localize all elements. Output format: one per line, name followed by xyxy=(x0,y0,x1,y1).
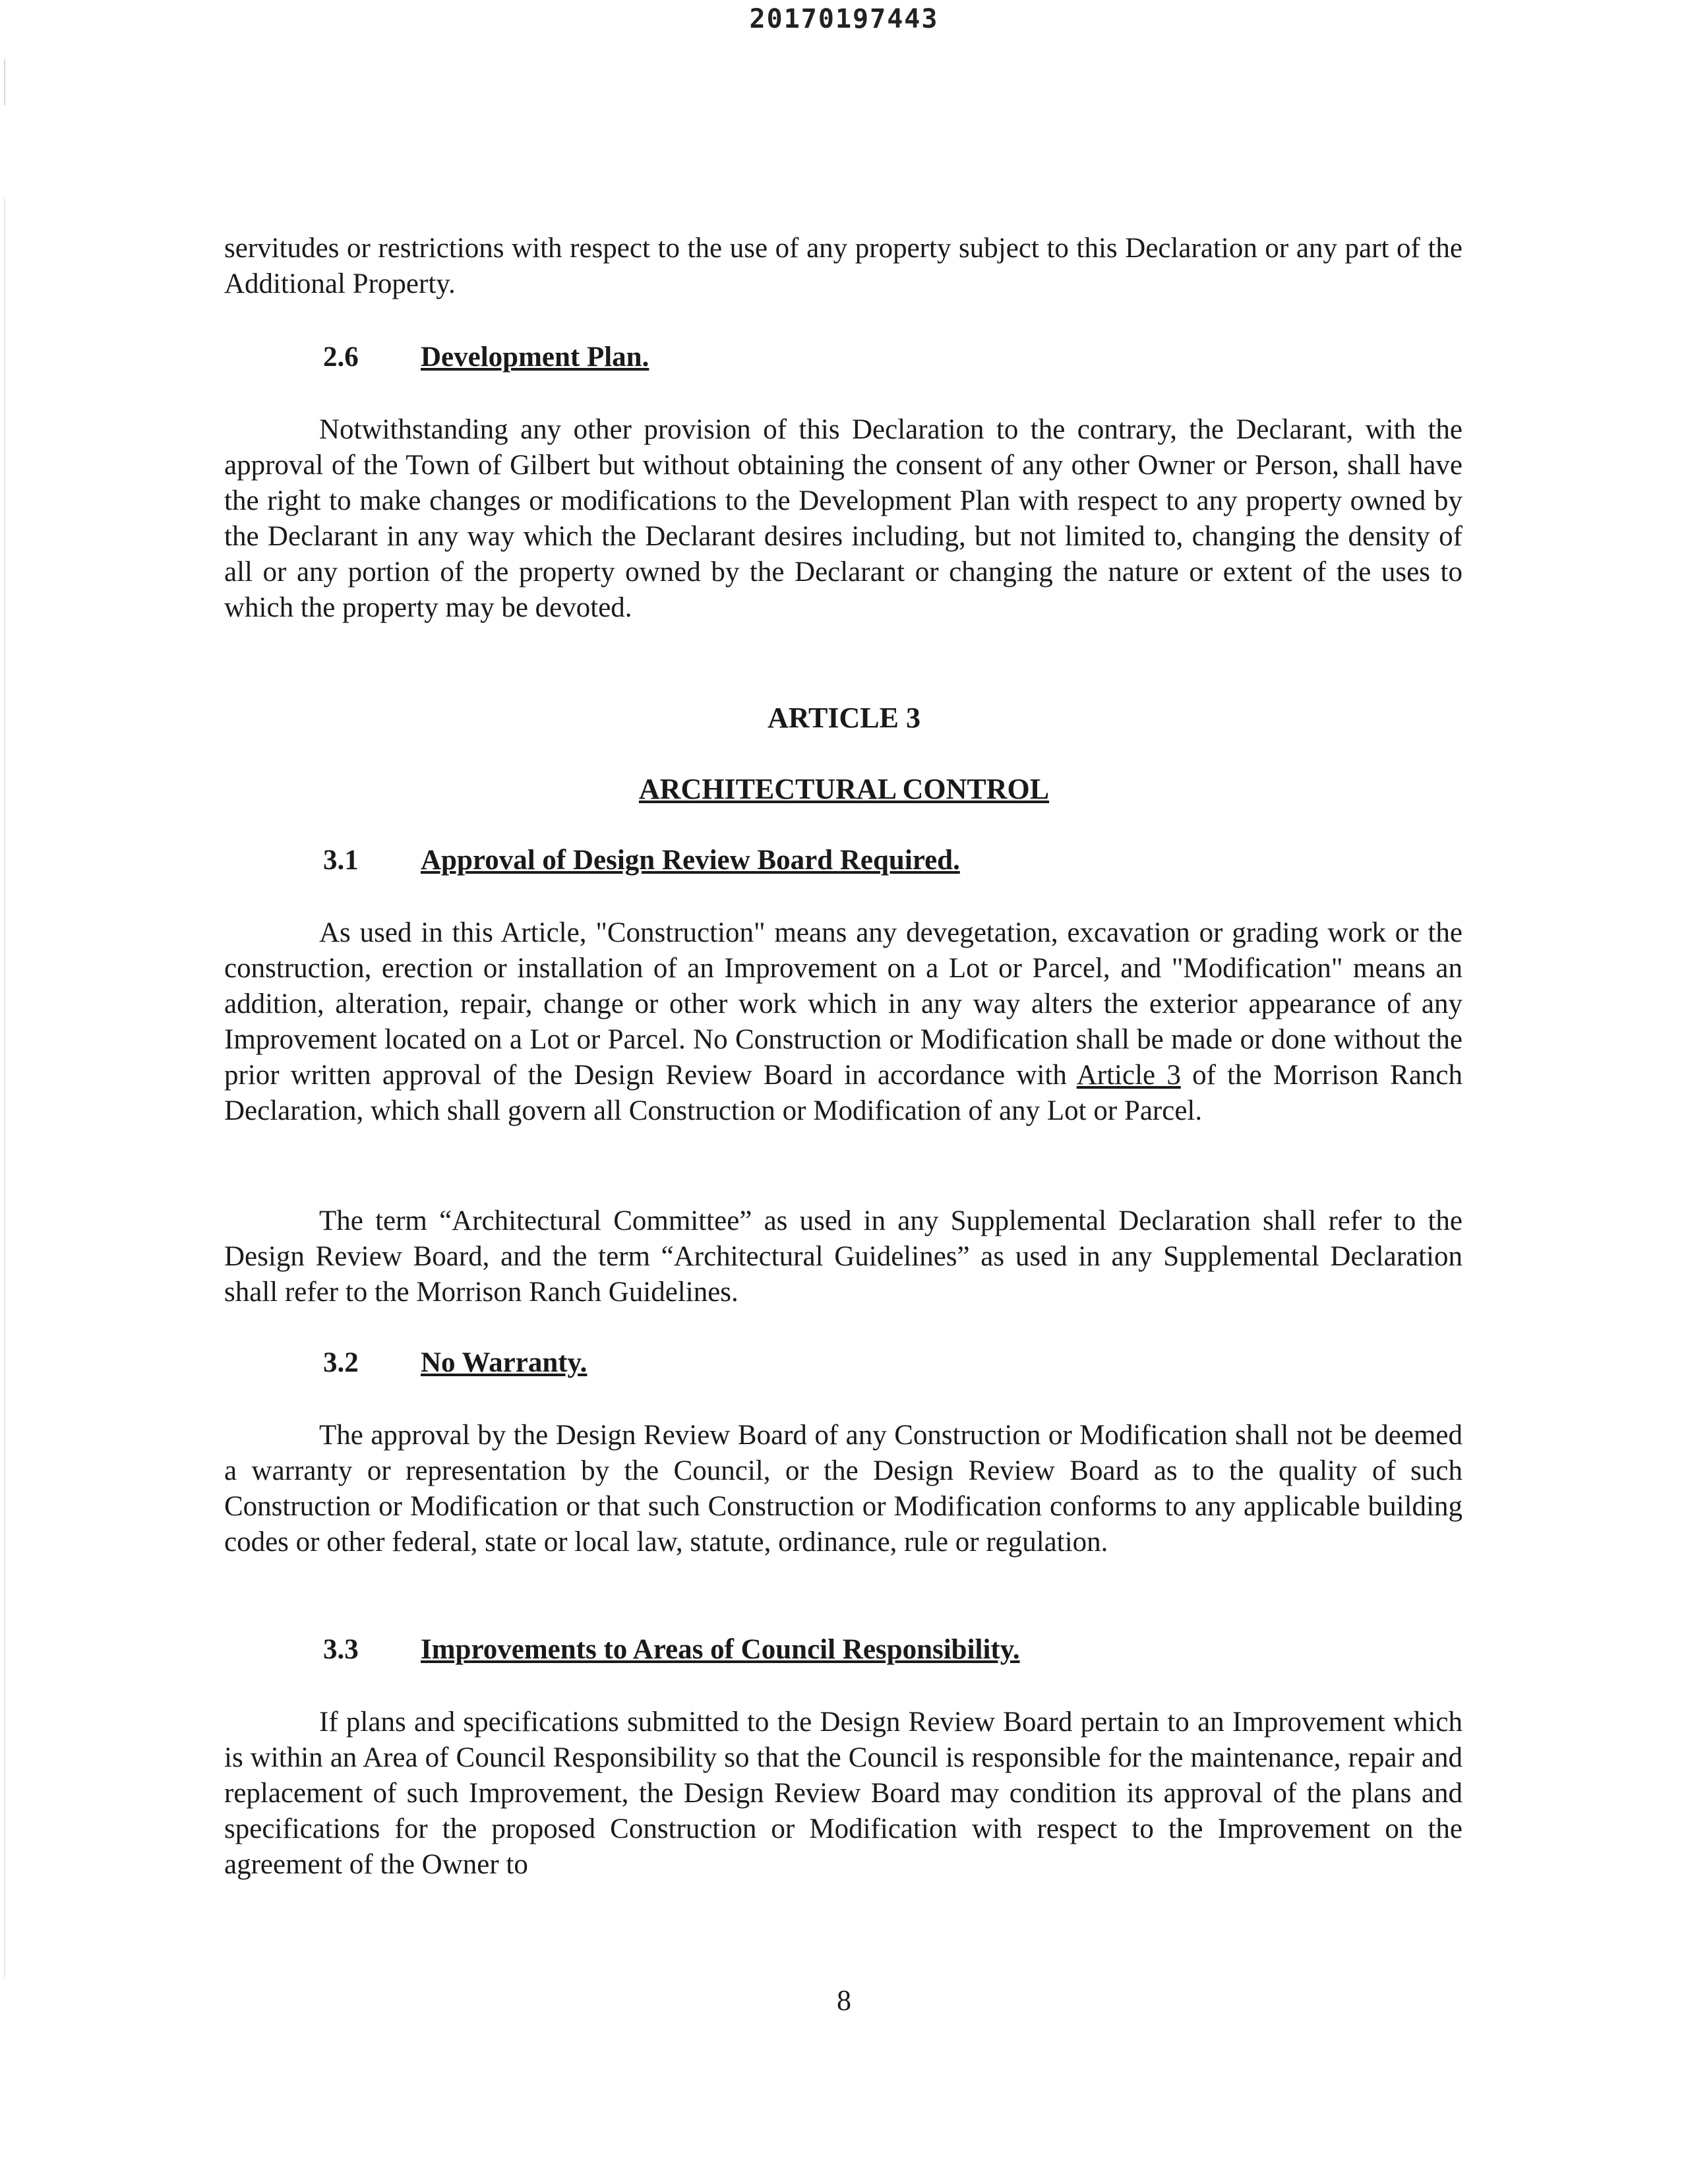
section-number: 3.1 xyxy=(323,845,359,876)
section-3-2-paragraph: The approval by the Design Review Board of any Construction or Modification shall not be deemed a warranty or representation by the Council, or the Design Review Board as to the quality of such Construction or Modification or that such Construction or Modification conforms to any applicable building codes or other federal, state or local law, statute, ordinance, rule or regulation. xyxy=(224,1420,1462,1558)
continuation-paragraph: servitudes or restrictions with respect to the use of any property subject to this Declaration or any part of the Additional Property. xyxy=(224,233,1462,299)
section-number: 3.3 xyxy=(323,1634,359,1665)
section-title: Development Plan. xyxy=(421,342,649,373)
section-heading-2-6 xyxy=(323,340,649,375)
section-title: Improvements to Areas of Council Responsibility. xyxy=(421,1634,1020,1665)
section-heading-3-1 xyxy=(323,843,960,878)
paragraph-text: of the Morrison Ranch Declaration, which shall govern all Construction or Modification of any Lot or Parcel. xyxy=(224,1060,1462,1126)
section-3-3-paragraph: If plans and specifications submitted to the Design Review Board pertain to an Improvement which is within an Area of Council Responsibility so that the Council is responsible for the maintenance, repair and replacement of such Improvement, the Design Review Board may condition its approval of the plans and specifications for the proposed Construction or Modification with respect to the Improvement on the agreement of the Owner to xyxy=(224,1707,1462,1880)
section-3-1-paragraph-2: The term “Architectural Committee” as used in any Supplemental Declaration shall refer to the Design Review Board, and the term “Architectural Guidelines” as used in any Supplemental Declaration shall refer to the Morrison Ranch Guidelines. xyxy=(224,1205,1462,1308)
left-margin-scan-mark xyxy=(4,59,5,106)
section-3-1-paragraph-1 xyxy=(224,915,1462,1129)
section-title: No Warranty. xyxy=(421,1347,588,1378)
article-3-reference: Article 3 xyxy=(1076,1060,1181,1091)
article-label: ARTICLE 3 xyxy=(768,702,920,734)
section-number: 2.6 xyxy=(323,342,359,373)
section-heading-3-2 xyxy=(323,1345,587,1381)
page-number: 8 xyxy=(837,1984,851,2017)
document-number: 20170197443 xyxy=(749,4,939,34)
section-title: Approval of Design Review Board Required. xyxy=(421,845,960,876)
section-heading-3-3 xyxy=(323,1632,1020,1668)
article-title xyxy=(0,772,1688,807)
section-2-6-paragraph: Notwithstanding any other provision of this Declaration to the contrary, the Declarant, with the approval of the Town of Gilbert but without obtaining the consent of any other Owner or Person, shall have the right to make changes or modifications to the Development Plan with respect to any property owned by the Declarant in any way which the Declarant desires including, but not limited to, changing the density of all or any portion of the property owned by the Declarant or changing the nature or extent of the uses to which the property may be devoted. xyxy=(224,414,1462,623)
left-margin-scan-mark xyxy=(4,198,5,1978)
article-title-text: ARCHITECTURAL CONTROL xyxy=(638,773,1050,805)
paragraph-text: As used in this Article, "Construction" means any devegetation, excavation or grading work or the construction, erection or installation of an Improvement on a Lot or Parcel, and "Modification" means an addition, alteration, repair, change or other work which in any way alters the exterior appearance of any Improvement located on a Lot or Parcel. No Construction or Modification shall be made or done without the prior written approval of the Design Review Board in accordance with xyxy=(224,917,1462,1091)
section-number: 3.2 xyxy=(323,1347,359,1378)
